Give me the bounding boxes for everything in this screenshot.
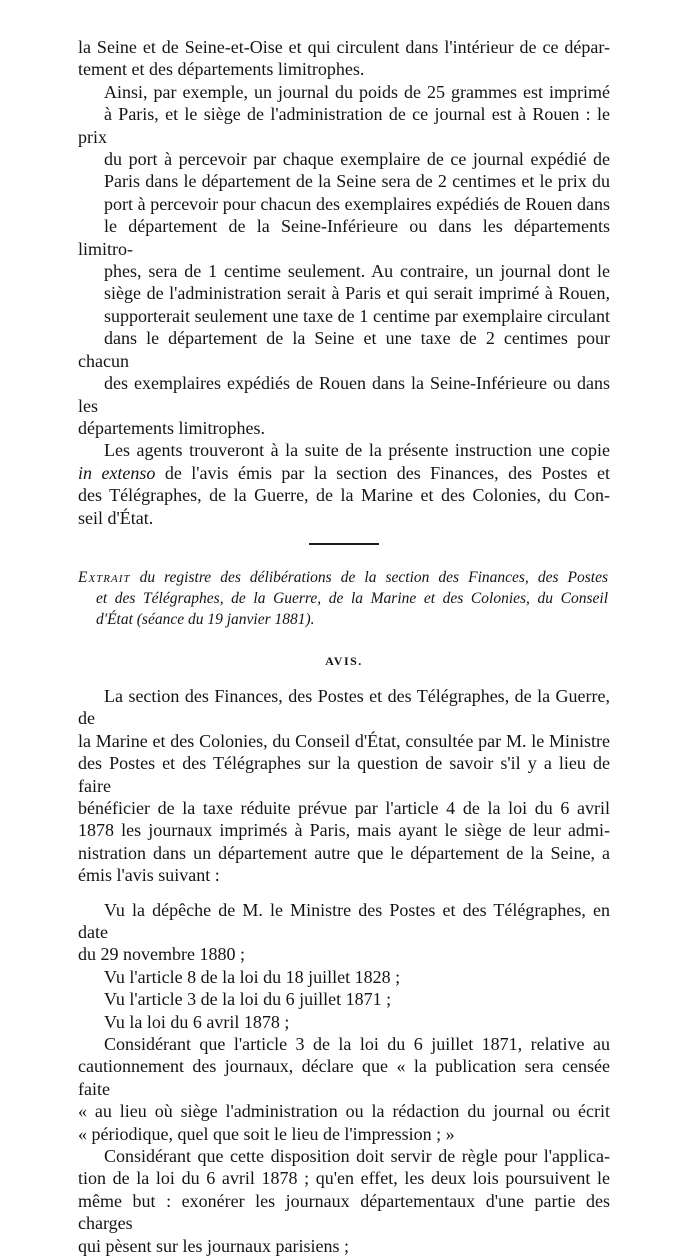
text-line: « au lieu où siège l'administration ou la rédaction du journal ou écrit — [78, 1101, 610, 1122]
text-line: tement et des départements limitrophes. — [78, 59, 365, 80]
section-divider — [309, 543, 379, 545]
text-line: cautionnement des journaux, déclare que « la publication sera censée faite — [78, 1056, 610, 1099]
agents-paragraph — [78, 439, 610, 529]
text-line: siège de l'administration serait à Paris et qui serait imprimé à Rouen, — [104, 283, 610, 304]
text-line: dans le département de la Seine et une taxe de 2 centimes pour chacun — [78, 328, 610, 371]
text-line: le département de la Seine-Inférieure ou dans les départements limitro- — [78, 216, 610, 259]
text-line: à Paris, et le siège de l'administration de ce journal est à Rouen : le prix — [78, 104, 610, 147]
text-line: des exemplaires expédiés de Rouen dans la Seine-Inférieure ou dans les — [78, 373, 610, 416]
text-line — [78, 462, 610, 484]
text-line: Vu l'article 8 de la loi du 18 juillet 1828 ; — [104, 966, 401, 987]
text-line: qui pèsent sur les journaux parisiens ; — [78, 1235, 349, 1256]
text-line: La section des Finances, des Postes et des Télégraphes, de la Guerre, de — [78, 685, 610, 729]
extract-heading — [78, 567, 610, 630]
text-line: seil d'État. — [78, 507, 154, 528]
considerant-paragraph-1 — [78, 1033, 610, 1145]
text-line: émis l'avis suivant : — [78, 865, 220, 886]
vu-paragraph — [78, 899, 610, 1033]
text-line: du port à percevoir par chaque exemplaire de ce journal expédié de — [104, 149, 610, 170]
text-line: supporterait seulement une taxe de 1 centime par exemplaire circulant — [104, 305, 610, 326]
avis-intro-paragraph — [78, 685, 610, 887]
intro-paragraph — [78, 36, 610, 81]
text-line: Paris dans le département de la Seine sera de 2 centimes et le prix du — [104, 171, 610, 192]
text-line: Ainsi, par exemple, un journal du poids de 25 grammes est imprimé — [104, 81, 610, 102]
text-line: la Seine et de Seine-et-Oise et qui circulent dans l'intérieur de ce dépar- — [78, 37, 610, 57]
text-line: et des Télégraphes, de la Guerre, de la Marine et des Colonies, du Conseil — [96, 589, 608, 607]
text-line: Considérant que l'article 3 de la loi du 6 juillet 1871, relative au — [104, 1034, 610, 1055]
text-line: du 29 novembre 1880 ; — [78, 944, 245, 965]
text-line: Les agents trouveront à la suite de la présente instruction une copie — [104, 440, 610, 461]
text-line: nistration dans un département autre que le département de la Seine, a — [78, 842, 610, 863]
extract-lead: Extrait — [78, 568, 131, 586]
text-line: Considérant que cette disposition doit servir de règle pour l'applica- — [104, 1146, 610, 1167]
text-line: 1878 les journaux imprimés à Paris, mais ayant le siège de leur admi- — [78, 820, 610, 841]
text-line: Vu l'article 3 de la loi du 6 juillet 1871 ; — [104, 989, 392, 1010]
text-line: Vu la dépêche de M. le Ministre des Postes et des Télégraphes, en date — [78, 899, 610, 942]
text-fragment: de l'avis émis par la section des Finances, des Postes et — [155, 462, 610, 483]
text-line: Vu la loi du 6 avril 1878 ; — [104, 1011, 290, 1032]
avis-title: AVIS. — [325, 653, 363, 668]
text-line: phes, sera de 1 centime seulement. Au contraire, un journal dont le — [104, 261, 610, 282]
example-paragraph — [78, 81, 610, 440]
text-line: port à percevoir pour chacun des exemplaires expédiés de Rouen dans — [104, 193, 610, 214]
text-line: la Marine et des Colonies, du Conseil d'État, consultée par M. le Ministre — [78, 730, 610, 751]
text-line: des Télégraphes, de la Guerre, de la Marine et des Colonies, du Con- — [78, 485, 610, 506]
text-line: tion de la loi du 6 avril 1878 ; qu'en effet, les deux lois poursuivent le — [78, 1168, 610, 1189]
text-line: « périodique, quel que soit le lieu de l'impression ; » — [78, 1123, 455, 1144]
text-line: bénéficier de la taxe réduite prévue par l'article 4 de la loi du 6 avril — [78, 797, 610, 818]
text-line — [78, 567, 608, 588]
text-line: même but : exonérer les journaux départementaux d'une partie des charges — [78, 1190, 610, 1234]
text-fragment: du registre des délibérations de la section des Finances, des Postes — [130, 568, 608, 586]
text-line: départements limitrophes. — [78, 417, 265, 438]
considerant-paragraph-2 — [78, 1145, 610, 1257]
text-line: d'État (séance du 19 janvier 1881). — [96, 610, 315, 628]
text-line: des Postes et des Télégraphes sur la question de savoir s'il y a lieu de faire — [78, 753, 610, 796]
latin-phrase: in extenso — [78, 462, 156, 483]
